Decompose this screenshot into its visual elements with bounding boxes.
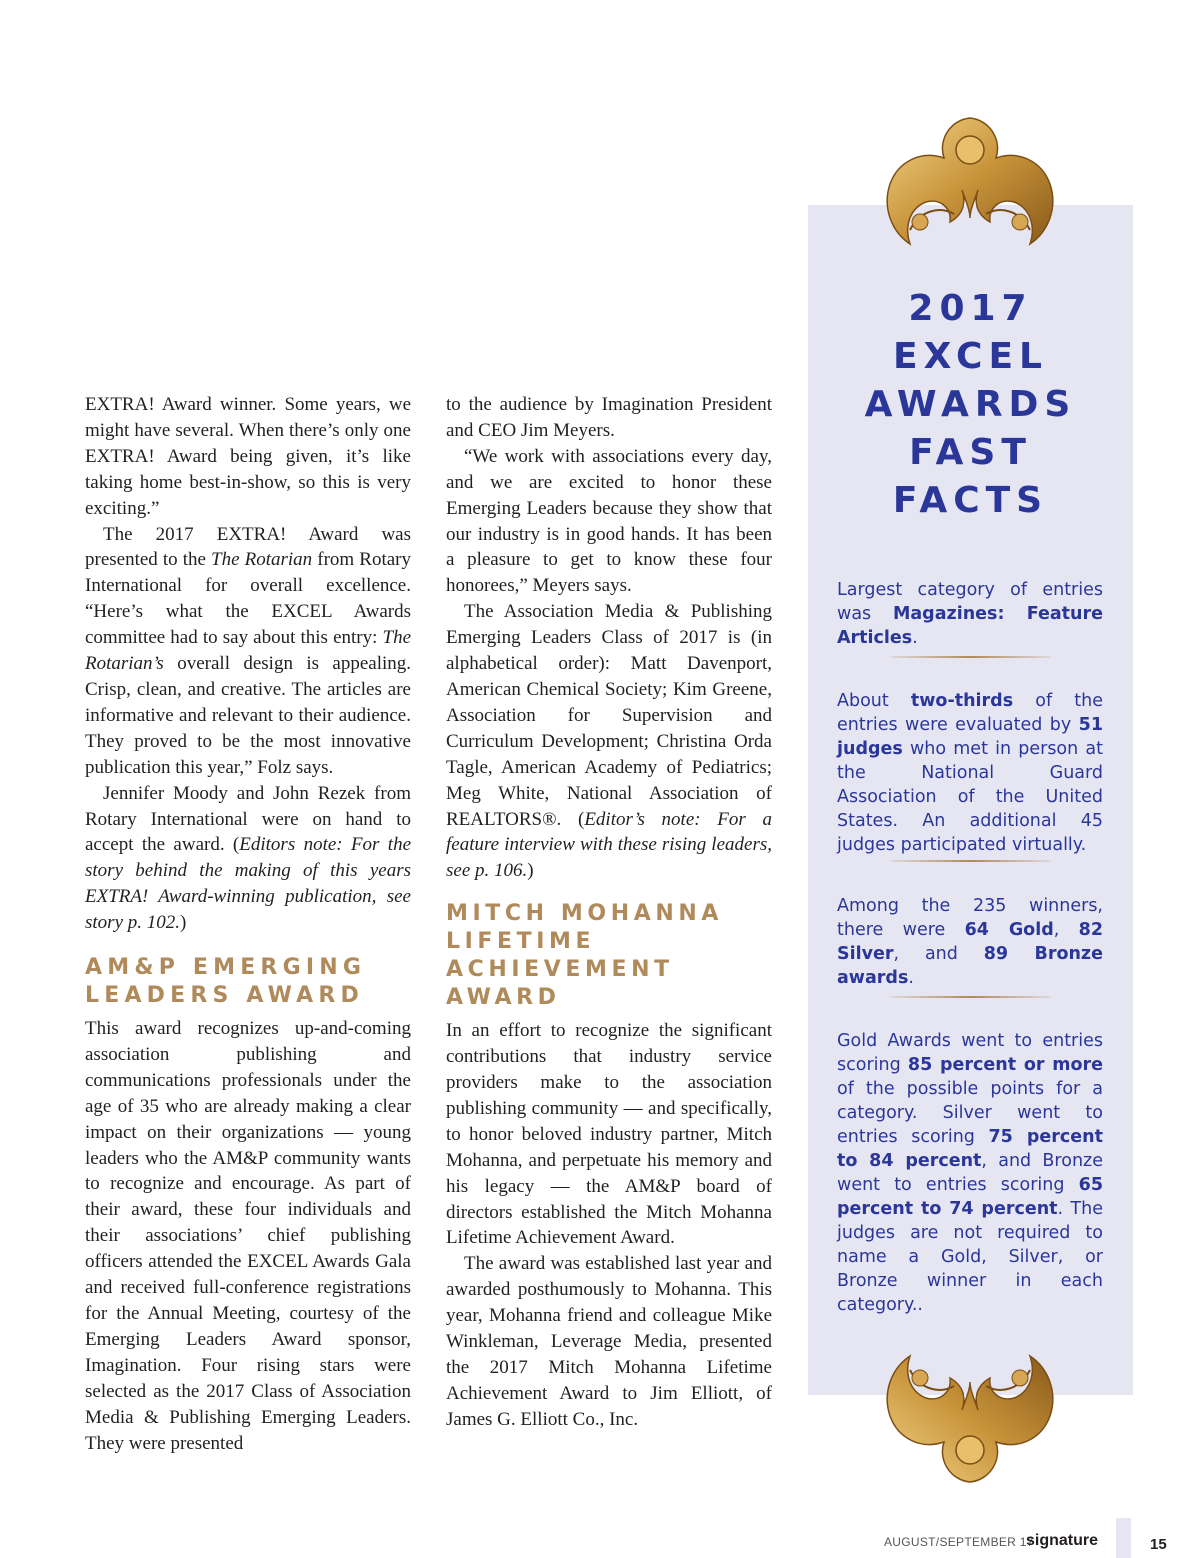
- text-run: who met in person at the National Guard Association of the United States. An additional 45 judges participated virtually.: [837, 739, 1103, 855]
- paragraph: [85, 781, 411, 936]
- editors-note: Editor’s note: For a feature interview with these rising leaders, see p. 106.: [446, 808, 772, 882]
- paragraph: [446, 599, 772, 884]
- highlight: 64 Gold: [964, 920, 1054, 940]
- title-line: FAST: [909, 432, 1032, 473]
- sidebar-title: [808, 285, 1133, 525]
- text-run: of the entries were evaluated by: [837, 691, 1103, 735]
- editors-note: Editors note: For the story behind the making of this years EXTRA! Award-winning publication, see story p. 102.: [85, 834, 412, 934]
- article-column-2: [446, 392, 772, 1433]
- text-run: Among the 235 winners, there were: [837, 896, 1103, 940]
- text-run: ,: [1053, 920, 1079, 940]
- paragraph: to the audience by Imagination President and CEO Jim Meyers.: [446, 394, 772, 441]
- paragraph: “We work with associations every day, and we are excited to honor these Emerging Leaders because they show that our industry is in good hands. It has been a pleasure to get to know these four honorees,” Meyers says.: [446, 445, 772, 597]
- paragraph: EXTRA! Award winner. Some years, we might have several. When there’s only one EXTRA! Award being given, it’s like taking home best-in-show, so this is very exciting.”: [85, 394, 411, 519]
- paragraph: The award was established last year and awarded posthumously to Mohanna. This year, Mohanna friend and colleague Mike Winkleman, Leverage Media, presented the 2017 Mitch Mohanna Lifetime Achievement Award to Jim Elliott, of James G. Elliott Co., Inc.: [446, 1253, 772, 1430]
- text-run: .: [908, 968, 914, 988]
- gold-divider: [891, 656, 1051, 658]
- publication-title: The Rotarian’s: [85, 627, 411, 675]
- text-run: , and: [893, 944, 984, 964]
- text-run: from Rotary International for overall excellence. “Here’s what the EXCEL Awards committee had to say about this entry:: [85, 549, 411, 649]
- text-run: About: [837, 691, 911, 711]
- highlight: 82 Silver: [837, 920, 1103, 964]
- highlight: 65 percent to 74 percent: [837, 1175, 1103, 1219]
- article-column-1: [85, 392, 411, 1456]
- text-run: . The judges are not required to name a Gold, Silver, or Bronze winner in each category..: [837, 1199, 1103, 1315]
- title-line: 2017: [908, 288, 1033, 329]
- text-run: The Association Media & Publishing Emerging Leaders Class of 2017 is (in alphabetical order): Matt Davenport, American Chemical Society; Kim Greene, Association for Supervision and Curriculum Development; Christina Orda Tagle, American Academy of Pediatrics; Meg White, National Association of REALTORS®. (: [446, 601, 772, 830]
- highlight: 89 Bronze awards: [837, 944, 1103, 988]
- gold-divider: [891, 996, 1051, 998]
- paragraph: This award recognizes up-and-coming association publishing and communications professionals under the age of 35 who are already making a clear impact on their organizations — young leaders who the AM&P community wants to recognize and encourage. As part of their award, these four individuals and their associations’ chief publishing officers attended the EXCEL Awards Gala and received full-conference registrations for the Annual Meeting, courtesy of the Emerging Leaders Award sponsor, Imagination. Four rising stars were selected as the 2017 Class of Association Media & Publishing Emerging Leaders. They were presented: [85, 1018, 411, 1454]
- issue-date: AUGUST/SEPTEMBER 17: [884, 1535, 1034, 1549]
- section-heading-emerging-leaders: AM&P EMERGING LEADERS AWARD: [85, 955, 367, 1009]
- gold-ornament-icon: [870, 110, 1070, 260]
- fact-scoring: [837, 1029, 1103, 1317]
- highlight: 85 percent or more: [907, 1055, 1104, 1075]
- fact-winners: [837, 894, 1103, 990]
- magazine-name: signature: [1026, 1532, 1099, 1549]
- text-run: Jennifer Moody and John Rezek from Rotary International were on hand to accept the award. (: [85, 782, 411, 856]
- title-line: AWARDS: [864, 384, 1077, 425]
- footer-accent-bar: [1116, 1518, 1131, 1558]
- paragraph: In an effort to recognize the significant contributions that industry service providers make to the association publishing community — and specifically, to honor beloved industry partner, Mitch Mohanna, and perpetuate his memory and his legacy — the AM&P board of directors established the Mitch Mohanna Lifetime Achievement Award.: [446, 1020, 772, 1249]
- text-run: ): [527, 860, 534, 882]
- publication-title: The Rotarian: [211, 549, 313, 571]
- title-line: EXCEL: [892, 336, 1048, 377]
- fact-judges: [837, 689, 1103, 857]
- gold-ornament-icon: [870, 1340, 1070, 1490]
- gold-divider: [891, 860, 1051, 862]
- highlight: two-thirds: [910, 691, 1014, 711]
- fact-largest-category: [837, 578, 1103, 650]
- text-run: overall design is appealing. Crisp, clean, and creative. The articles are informative and relevant to their audience. They proved to be the most innovative publication this year,” Folz says.: [85, 653, 411, 778]
- page-number: 15: [1150, 1536, 1167, 1553]
- highlight: 51 judges: [837, 715, 1103, 759]
- title-line: FACTS: [892, 480, 1049, 521]
- text-run: Largest category of entries was: [837, 580, 1103, 624]
- text-run: , and Bronze went to entries scoring: [837, 1151, 1103, 1195]
- paragraph: [85, 522, 411, 781]
- text-run: .: [912, 628, 918, 648]
- text-run: The 2017 EXTRA! Award was presented to the: [85, 523, 411, 571]
- text-run: of the possible points for a category. Silver went to entries scoring: [837, 1079, 1103, 1147]
- text-run: ): [180, 912, 187, 934]
- section-heading-lifetime-achievement: MITCH MOHANNA LIFETIME ACHIEVEMENT AWARD: [446, 901, 723, 1011]
- highlight: 75 percent to 84 percent: [837, 1127, 1103, 1171]
- highlight: Magazines: Feature Articles: [837, 604, 1104, 648]
- text-run: Gold Awards went to entries scoring: [837, 1031, 1103, 1075]
